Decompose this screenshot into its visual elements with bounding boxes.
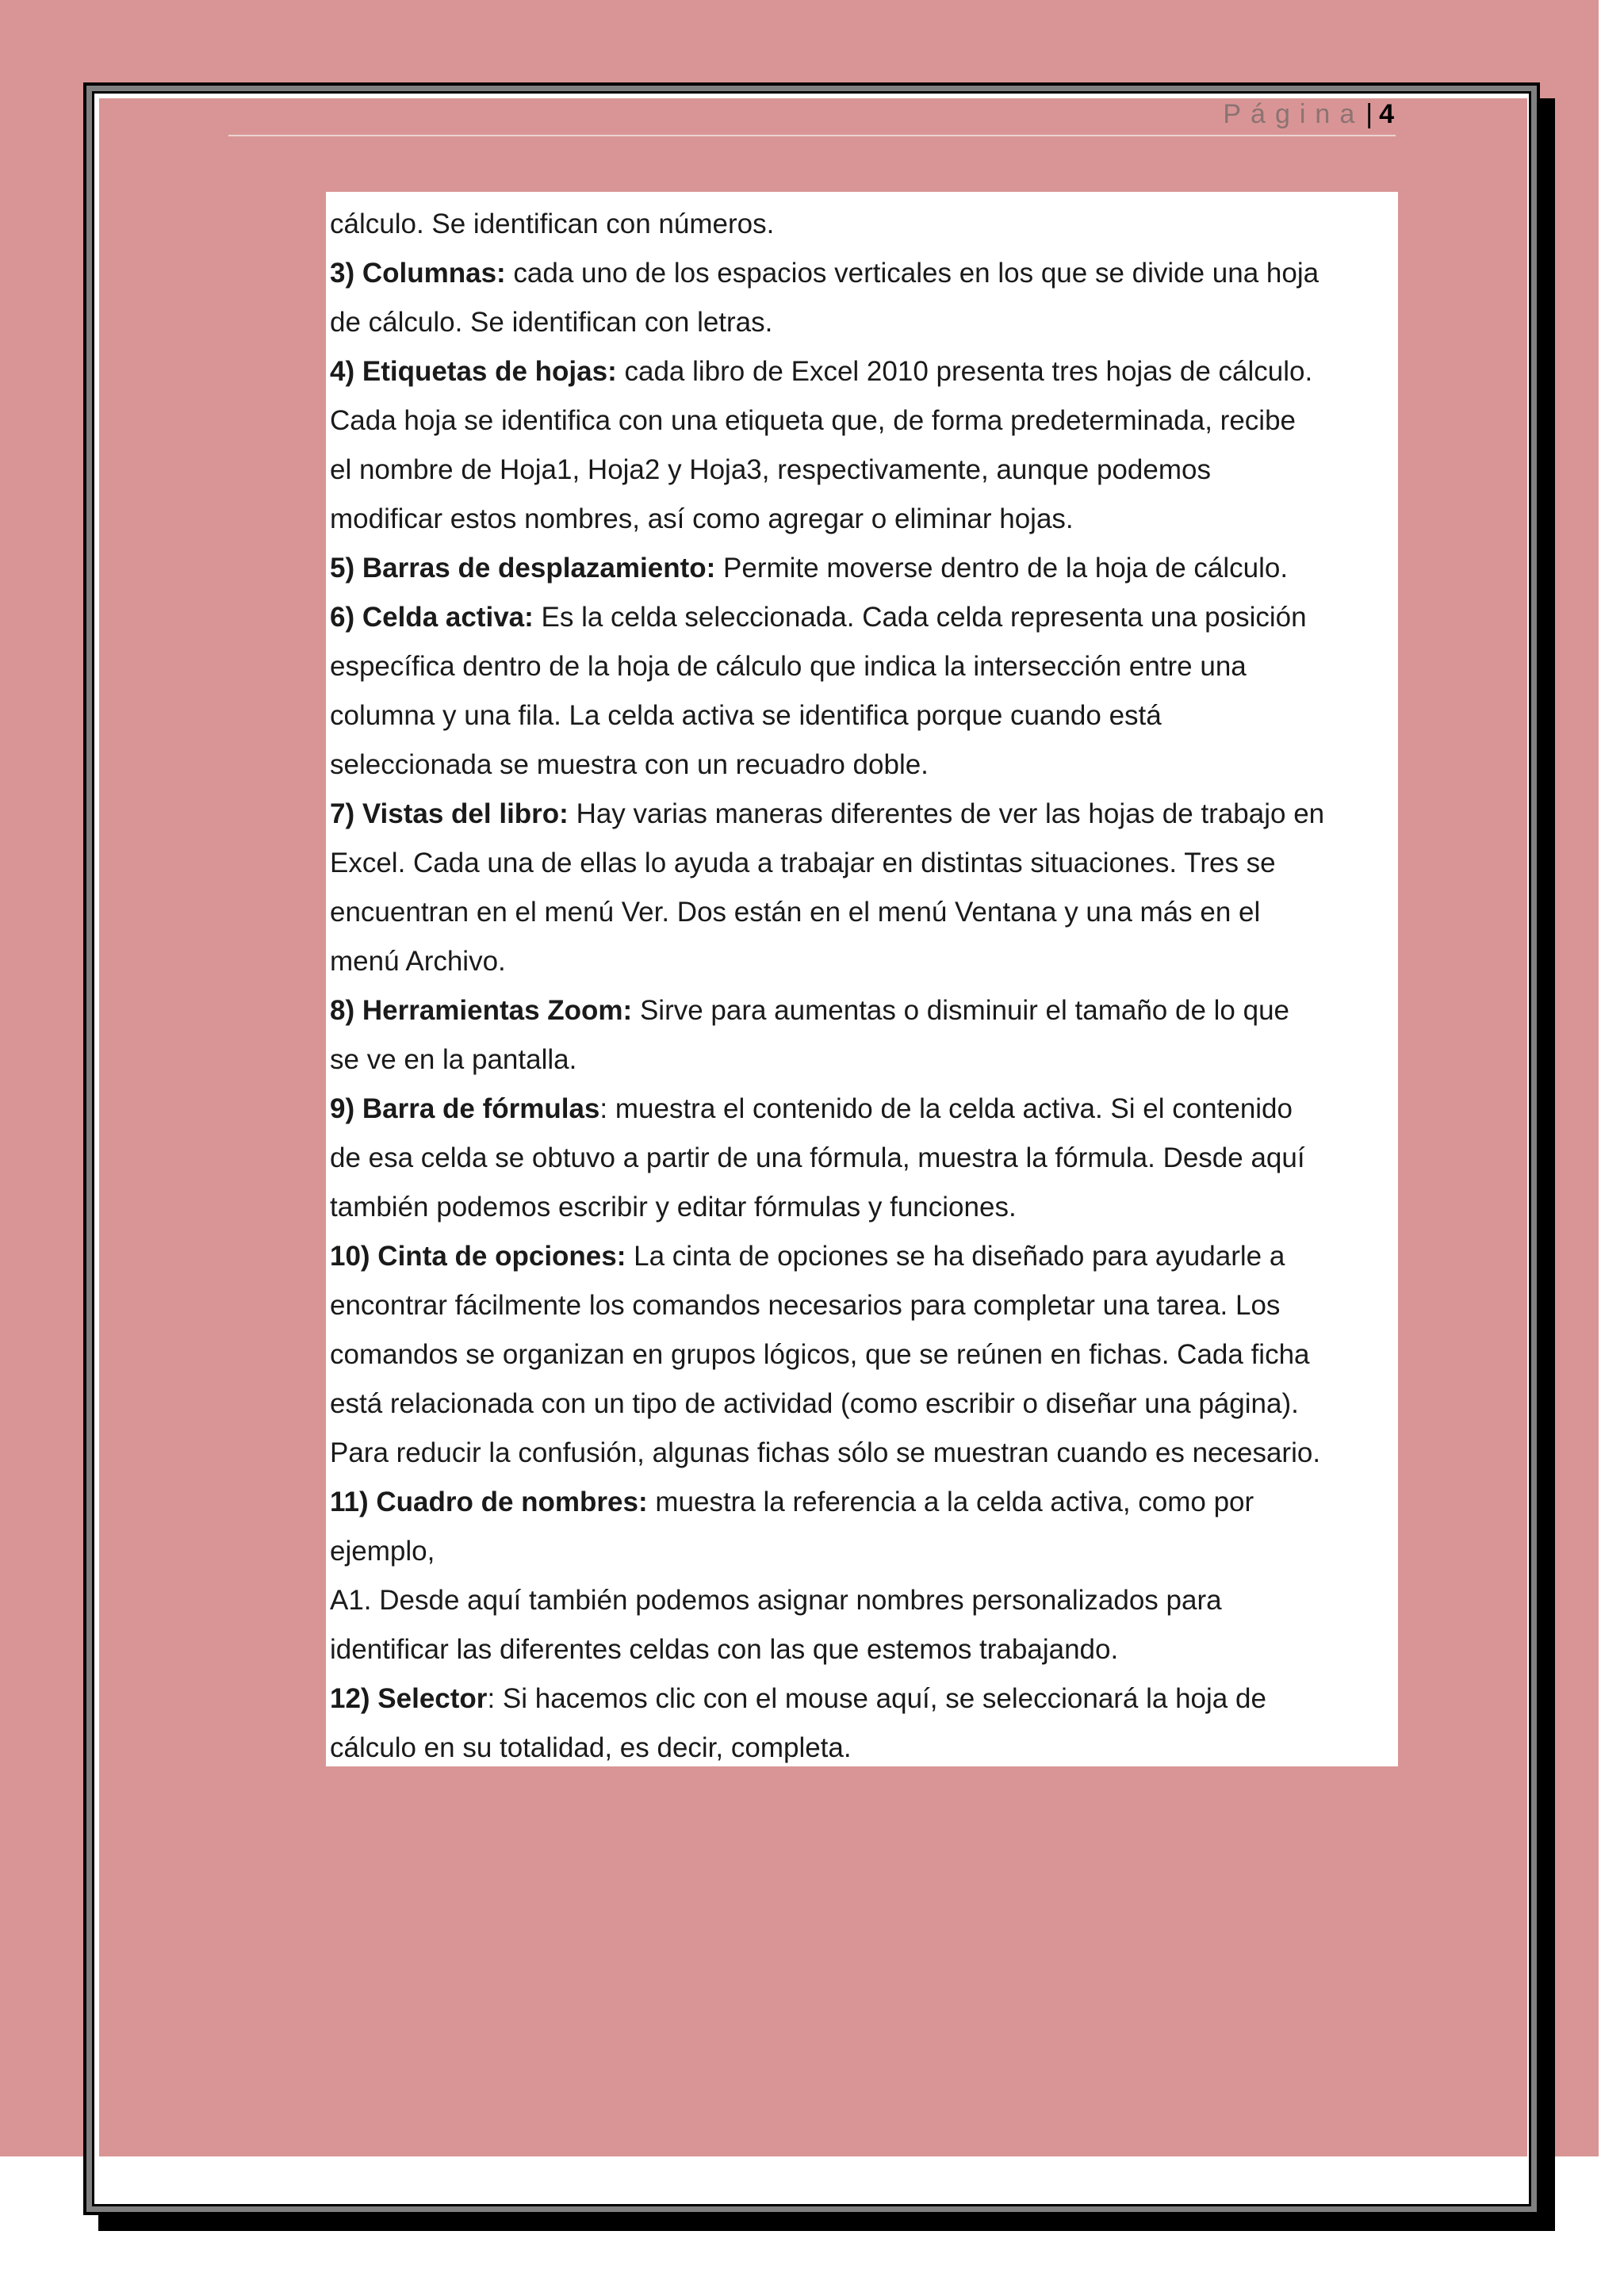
text-line [330,347,1396,396]
text-line [330,1625,1396,1674]
item-text: de esa celda se obtuvo a partir de una fórmula, muestra la fórmula. Desde aquí [330,1142,1305,1173]
page-header [228,94,1396,136]
item-text: de cálculo. Se identifican con letras. [330,307,773,338]
item-text: : muestra el contenido de la celda activa. Si el contenido [599,1093,1293,1124]
text-line [330,1527,1396,1576]
item-text: Permite moverse dentro de la hoja de cálculo. [715,553,1289,584]
text-line [330,937,1396,986]
item-text: columna y una fila. La celda activa se identifica porque cuando está [330,700,1162,731]
text-line [330,544,1396,593]
text-line [330,888,1396,937]
item-heading: 5) Barras de desplazamiento: [330,553,716,584]
item-text: específica dentro de la hoja de cálculo que indica la intersección entre una [330,651,1247,682]
text-line [330,1380,1396,1429]
item-heading: 11) Cuadro de nombres: [330,1487,648,1517]
text-line [330,1035,1396,1085]
body-text [330,200,1396,1773]
page-number: 4 [1379,99,1394,129]
text-line [330,642,1396,691]
item-text: encontrar fácilmente los comandos necesarios para completar una tarea. Los [330,1290,1281,1321]
item-text: cada libro de Excel 2010 presenta tres hojas de cálculo. [616,356,1313,387]
item-text: Para reducir la confusión, algunas fichas sólo se muestran cuando es necesario. [330,1437,1321,1468]
item-heading: 10) Cinta de opciones: [330,1241,626,1272]
text-line [330,1085,1396,1134]
text-line [330,839,1396,888]
item-text: también podemos escribir y editar fórmulas y funciones. [330,1192,1017,1223]
item-text: cálculo en su totalidad, es decir, completa. [330,1732,852,1763]
item-text: muestra la referencia a la celda activa, como por [647,1487,1254,1517]
text-line [330,740,1396,790]
item-heading: 3) Columnas: [330,258,506,289]
text-line [330,593,1396,642]
item-text: Hay varias maneras diferentes de ver las hojas de trabajo en [568,798,1325,829]
header-separator: | [1365,99,1373,129]
item-heading: 6) Celda activa: [330,602,534,633]
page-number-label [1223,98,1394,130]
item-text: Excel. Cada una de ellas lo ayuda a trabajar en distintas situaciones. Tres se [330,848,1276,878]
item-text: se ve en la pantalla. [330,1044,577,1075]
text-line [330,790,1396,839]
item-heading: 4) Etiquetas de hojas: [330,356,617,387]
item-heading: 8) Herramientas Zoom: [330,995,633,1026]
page-word: Página [1223,99,1365,129]
item-text: comandos se organizan en grupos lógicos, que se reúnen en fichas. Cada ficha [330,1339,1310,1370]
item-text: Sirve para aumentas o disminuir el tamaño de lo que [632,995,1290,1026]
text-line [330,1429,1396,1478]
text-line [330,200,1396,249]
text-line [330,298,1396,347]
text-line [330,1134,1396,1183]
item-text: cada uno de los espacios verticales en los que se divide una hoja [505,258,1320,289]
item-text: el nombre de Hoja1, Hoja2 y Hoja3, respectivamente, aunque podemos [330,454,1211,485]
item-text: modificar estos nombres, así como agregar o eliminar hojas. [330,503,1074,534]
text-line [330,1281,1396,1330]
text-line [330,249,1396,298]
item-text: menú Archivo. [330,946,506,977]
item-text: encuentran en el menú Ver. Dos están en el menú Ventana y una más en el [330,897,1261,928]
text-line [330,495,1396,544]
text-line [330,691,1396,740]
item-text: está relacionada con un tipo de actividad (como escribir o diseñar una página). [330,1388,1299,1419]
text-line [330,396,1396,446]
text-line [330,1330,1396,1380]
text-line [330,986,1396,1035]
text-line [330,1232,1396,1281]
item-text: A1. Desde aquí también podemos asignar nombres personalizados para [330,1585,1222,1616]
text-line [330,1674,1396,1724]
text-line [330,446,1396,495]
item-text: ejemplo, [330,1536,435,1567]
item-text: identificar las diferentes celdas con las que estemos trabajando. [330,1634,1119,1665]
text-line [330,1576,1396,1625]
text-line [330,1478,1396,1527]
item-heading: 9) Barra de fórmulas [330,1093,600,1124]
text-line [330,1724,1396,1773]
item-text: : Si hacemos clic con el mouse aquí, se seleccionará la hoja de [487,1683,1266,1714]
item-text: cálculo. Se identifican con números. [330,209,775,239]
item-text: Es la celda seleccionada. Cada celda representa una posición [533,602,1307,633]
item-text: Cada hoja se identifica con una etiqueta que, de forma predeterminada, recibe [330,405,1297,436]
item-heading: 12) Selector [330,1683,488,1714]
item-heading: 7) Vistas del libro: [330,798,569,829]
item-text: La cinta de opciones se ha diseñado para ayudarle a [626,1241,1285,1272]
item-text: seleccionada se muestra con un recuadro doble. [330,749,929,780]
text-line [330,1183,1396,1232]
